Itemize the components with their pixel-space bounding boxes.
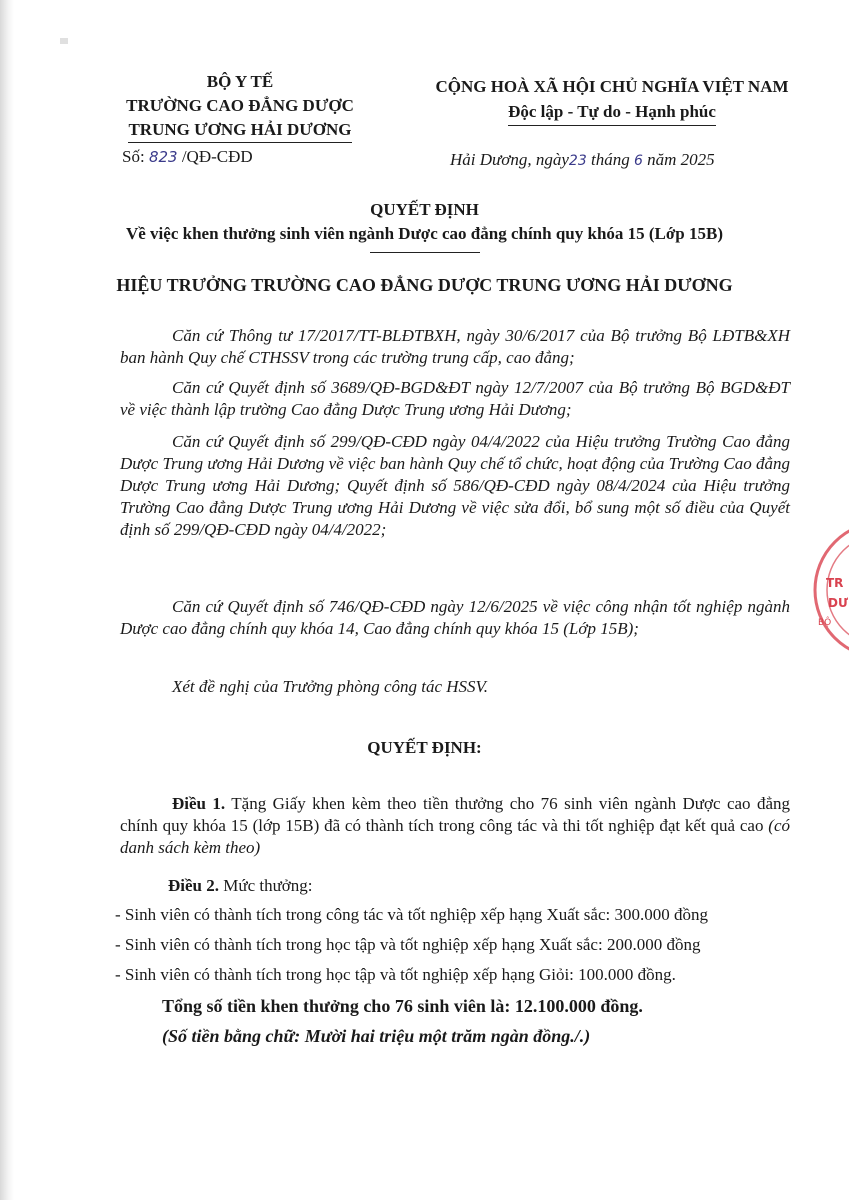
- nation-name: CỘNG HOÀ XÃ HỘI CHỦ NGHĨA VIỆT NAM: [435, 77, 789, 96]
- issue-date: Hải Dương, ngày23 tháng 6 năm 2025: [450, 150, 715, 169]
- red-seal-stamp: [808, 515, 849, 665]
- reward-level-1: - Sinh viên có thành tích trong công tác và tốt nghiệp xếp hạng Xuất sắc: 300.000 đồng: [115, 905, 708, 924]
- reward-level-3: - Sinh viên có thành tích trong học tập và tốt nghiệp xếp hạng Giỏi: 100.000 đồng.: [115, 965, 676, 984]
- reward-level-2: - Sinh viên có thành tích trong học tập và tốt nghiệp xếp hạng Xuất sắc: 200.000 đồng: [115, 935, 701, 954]
- svg-text:DƯ: DƯ: [828, 596, 848, 610]
- document-number: Số: 823 /QĐ-CĐD: [122, 147, 253, 166]
- basis-3: Căn cứ Quyết định số 299/QĐ-CĐD ngày 04/4/2022 của Hiệu trưởng Trường Cao đẳng Dược Trung ương Hải Dương về việc ban hành Quy chế tổ chức, hoạt động của Trường Cao đẳng Dược Trung ương Hải Dương; Quyết định số 586/QĐ-CĐD ngày 08/4/2024 của Hiệu trưởng Trường Cao đẳng Dược Trung ương Hải Dương về việc sửa đổi, bổ sung một số điều của Quyết định số 299/QĐ-CĐD ngày 04/4/2022;: [120, 432, 790, 539]
- article-1: Điều 1. Tặng Giấy khen kèm theo tiền thưởng cho 76 sinh viên ngành Dược cao đẳng chính quy khóa 15 (lớp 15B) đã có thành tích trong công tác và thi tốt nghiệp đạt kết quả cao (có danh sách kèm theo): [120, 794, 791, 857]
- decision-title: QUYẾT ĐỊNH: [370, 200, 479, 219]
- scan-edge-shadow: [0, 0, 14, 1200]
- basis-5: Xét đề nghị của Trưởng phòng công tác HSSV.: [172, 677, 488, 696]
- national-header: [412, 74, 812, 126]
- article-2: Điều 2. Mức thưởng:: [168, 876, 313, 895]
- title-divider: [370, 252, 480, 253]
- basis-1: Căn cứ Thông tư 17/2017/TT-BLĐTBXH, ngày 30/6/2017 của Bộ trưởng Bộ LĐTB&XH ban hành Quy chế CTHSSV trong các trường trung cấp, cao đẳng;: [120, 326, 790, 367]
- basis-4: Căn cứ Quyết định số 746/QĐ-CĐD ngày 12/6/2025 về việc công nhận tốt nghiệp ngành Dược cao đẳng chính quy khóa 14, Cao đẳng chính quy khóa 15 (Lớp 15B);: [120, 597, 790, 638]
- article-1-label: Điều 1.: [172, 794, 226, 813]
- school-name-line1: TRƯỜNG CAO ĐẲNG DƯỢC: [126, 96, 354, 115]
- decision-authority: HIỆU TRƯỞNG TRƯỜNG CAO ĐẲNG DƯỢC TRUNG ƯƠNG HẢI DƯƠNG: [116, 275, 733, 295]
- svg-text:TR: TR: [826, 576, 844, 590]
- school-name-line2: TRUNG ƯƠNG HẢI DƯƠNG: [100, 118, 380, 143]
- decides-heading: QUYẾT ĐỊNH:: [367, 738, 482, 757]
- national-motto: Độc lập - Tự do - Hạnh phúc: [508, 99, 716, 126]
- handwritten-month: 6: [633, 153, 643, 169]
- svg-text:BỘ: BỘ: [818, 618, 832, 628]
- decision-subject: Về việc khen thưởng sinh viên ngành Dược cao đẳng chính quy khóa 15 (Lớp 15B): [125, 224, 724, 243]
- issuing-agency-header: [100, 70, 380, 169]
- handwritten-day: 23: [568, 153, 587, 169]
- scan-mark: [60, 38, 68, 44]
- ministry-name: BỘ Y TẾ: [206, 72, 274, 91]
- handwritten-number: 823: [148, 148, 178, 166]
- reward-total-in-words: (Số tiền bằng chữ: Mười hai triệu một trăm ngàn đồng./.): [162, 1026, 591, 1046]
- article-1-note: (có danh sách kèm theo): [120, 816, 791, 857]
- article-2-label: Điều 2.: [168, 876, 219, 895]
- reward-total: Tổng số tiền khen thưởng cho 76 sinh viên là: 12.100.000 đồng.: [162, 996, 643, 1016]
- basis-2: Căn cứ Quyết định số 3689/QĐ-BGD&ĐT ngày 12/7/2007 của Bộ trưởng Bộ BGD&ĐT về việc thành lập trường Cao đẳng Dược Trung ương Hải Dương;: [120, 378, 790, 419]
